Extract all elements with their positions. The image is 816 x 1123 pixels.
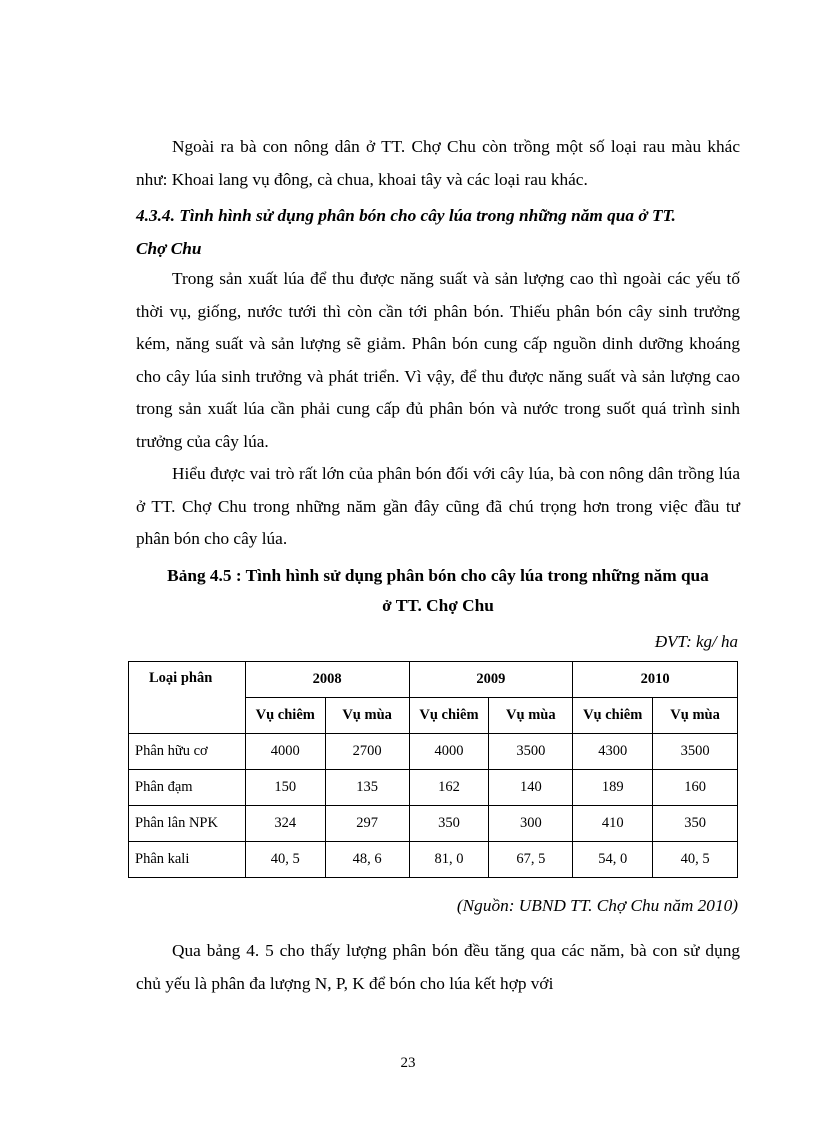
season-header: Vụ chiêm xyxy=(409,698,489,734)
paragraph-analysis: Qua bảng 4. 5 cho thấy lượng phân bón đều tăng qua các năm, bà con sử dụng chủ yếu là phân đa lượng N, P, K để bón cho lúa kết hợp với xyxy=(136,941,740,993)
table-cell: 160 xyxy=(653,770,738,806)
season-header: Vụ chiêm xyxy=(245,698,325,734)
table-cell: 297 xyxy=(325,806,409,842)
table-cell: 300 xyxy=(489,806,573,842)
table-cell: 4300 xyxy=(573,734,653,770)
paragraph-fertilizer-importance: Trong sản xuất lúa để thu được năng suất và sản lượng cao thì ngoài các yếu tố thời vụ, giống, nước tưới thì còn cần tới phân bón. Thiếu phân bón cây sinh trưởng kém, năng suất và sản lượng sẽ giảm. Phân bón cung cấp nguồn dinh dưỡng khoáng cho cây lúa sinh trưởng và phát triển. Vì vậy, để thu được năng suất và sản lượng cao trong sản xuất lúa cần phải cung cấp đủ phân bón và nước trong suốt quá trình sinh trưởng của cây lúa. xyxy=(136,269,740,451)
table-source: (Nguồn: UBND TT. Chợ Chu năm 2010) xyxy=(456,896,738,915)
paragraph-farmer-investment: Hiểu được vai trò rất lớn của phân bón đối với cây lúa, bà con nông dân trồng lúa ở TT. Chợ Chu trong những năm gần đây cũng đã chú trọng hơn trong việc đầu tư phân bón cho cây lúa. xyxy=(136,464,740,548)
season-header: Vụ mùa xyxy=(653,698,738,734)
table-cell: 140 xyxy=(489,770,573,806)
table-unit: ĐVT: kg/ ha xyxy=(654,632,738,651)
table-row xyxy=(129,734,738,770)
table-cell: 40, 5 xyxy=(653,842,738,878)
page-number: 23 xyxy=(400,1055,416,1071)
year-header: 2010 xyxy=(573,662,738,698)
table-cell: 350 xyxy=(409,806,489,842)
table-row xyxy=(129,806,738,842)
table-row xyxy=(129,842,738,878)
table-cell: 4000 xyxy=(409,734,489,770)
table-cell: 3500 xyxy=(653,734,738,770)
intro-paragraph: Ngoài ra bà con nông dân ở TT. Chợ Chu còn trồng một số loại rau màu khác như: Khoai lang vụ đông, cà chua, khoai tây và các loại rau khác. xyxy=(136,137,740,189)
table-cell: 350 xyxy=(653,806,738,842)
table-cell: 4000 xyxy=(245,734,325,770)
table-cell: 54, 0 xyxy=(573,842,653,878)
table-cell: 189 xyxy=(573,770,653,806)
fertilizer-table xyxy=(128,661,738,878)
year-header: 2009 xyxy=(409,662,573,698)
season-header: Vụ mùa xyxy=(325,698,409,734)
table-caption: Bảng 4.5 : Tình hình sử dụng phân bón cho cây lúa trong những năm qua ở TT. Chợ Chu xyxy=(167,566,709,615)
table-corner-header: Loại phân xyxy=(129,662,246,734)
row-label: Phân đạm xyxy=(129,770,246,806)
table-header-row xyxy=(129,662,738,698)
table-cell: 67, 5 xyxy=(489,842,573,878)
season-header: Vụ mùa xyxy=(489,698,573,734)
row-label: Phân kali xyxy=(129,842,246,878)
table-cell: 162 xyxy=(409,770,489,806)
table-cell: 150 xyxy=(245,770,325,806)
table-cell: 3500 xyxy=(489,734,573,770)
row-label: Phân lân NPK xyxy=(129,806,246,842)
table-cell: 81, 0 xyxy=(409,842,489,878)
table-cell: 410 xyxy=(573,806,653,842)
table-cell: 2700 xyxy=(325,734,409,770)
section-heading: 4.3.4. Tình hình sử dụng phân bón cho cây lúa trong những năm qua ở TT. Chợ Chu xyxy=(136,206,676,258)
table-row xyxy=(129,770,738,806)
table-cell: 324 xyxy=(245,806,325,842)
season-header: Vụ chiêm xyxy=(573,698,653,734)
row-label: Phân hữu cơ xyxy=(129,734,246,770)
table-cell: 40, 5 xyxy=(245,842,325,878)
table-cell: 135 xyxy=(325,770,409,806)
year-header: 2008 xyxy=(245,662,409,698)
table-cell: 48, 6 xyxy=(325,842,409,878)
